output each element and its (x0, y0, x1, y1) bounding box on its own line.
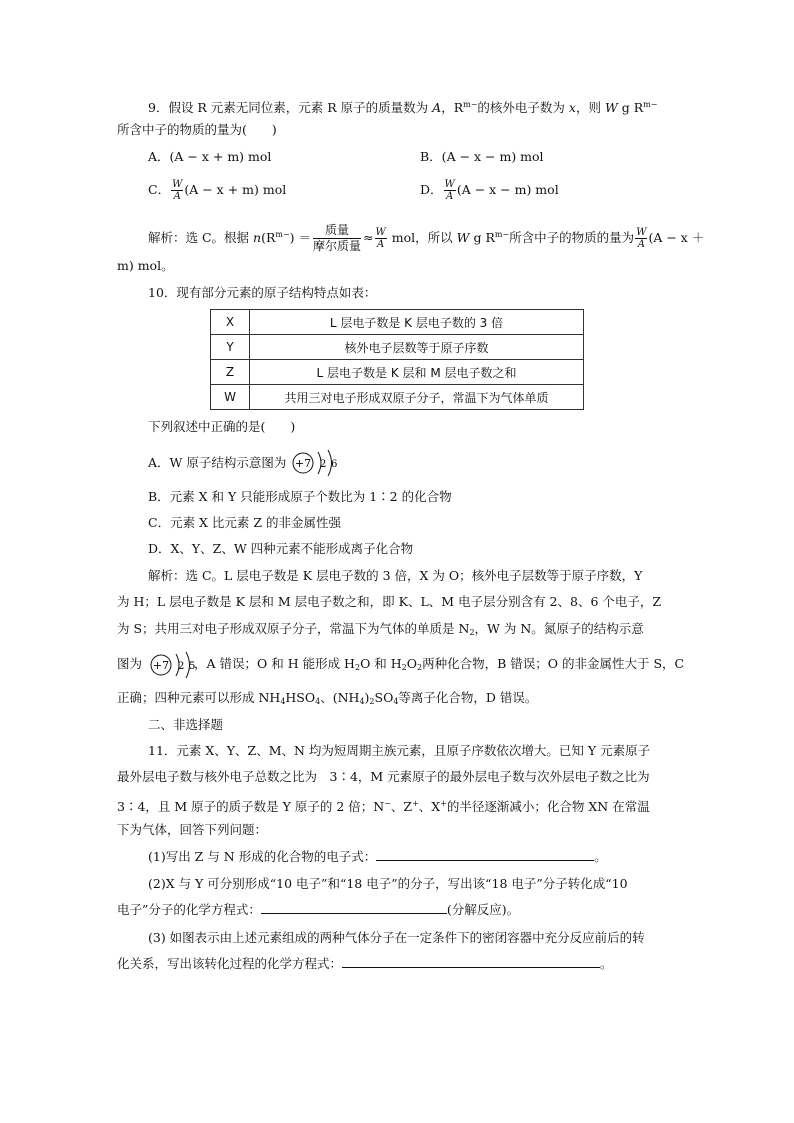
q9-option-b[interactable]: B．(A − x − m) mol (420, 149, 544, 164)
q10-solution-line1: 解析：选 C。L 层电子数是 K 层电子数的 3 倍，X 为 O；核外电子层数等于原子序数，Y (148, 568, 643, 583)
element-properties-table (210, 309, 584, 410)
q11-stem-line1: 11．元素 X、Y、Z、M、N 均为短周期主族元素，且原子序数依次增大。已知 Y 元素原子 (148, 743, 651, 758)
atom-structure-diagram (290, 448, 346, 478)
answer-blank[interactable] (261, 902, 447, 914)
q11-part3-line1: (3) 如图表示由上述元素组成的两种气体分子在一定条件下的密闭容器中充分反应前后的转 (148, 930, 645, 945)
fraction-mass-over-molar-mass: 质量 摩尔质量 (313, 223, 362, 253)
answer-blank[interactable] (342, 956, 600, 968)
q10-option-b[interactable]: B．元素 X 和 Y 只能形成原子个数比为 1∶2 的化合物 (148, 489, 452, 504)
q9-option-a[interactable]: A．(A − x + m) mol (148, 149, 272, 164)
q10-stem: 10．现有部分元素的原子结构特点如表： (148, 285, 377, 300)
q10-option-c[interactable]: C．元素 X 比元素 Z 的非金属性强 (148, 515, 342, 530)
shell-electrons: 6 (331, 459, 338, 470)
q9-option-d[interactable]: D． $\frac{W}{A}$ (A − x − m) mol (420, 179, 559, 202)
q10-prompt: 下列叙述中正确的是( ) (148, 419, 296, 434)
nucleus-charge: +7 (152, 659, 170, 672)
q11-stem-line2: 最外层电子数与核外电子总数之比为 3∶4，M 元素原子的最外层电子数与次外层电子数之比为 (117, 769, 650, 784)
nitrogen-atom-diagram (148, 650, 198, 680)
answer-blank[interactable] (376, 849, 594, 861)
table-row: X L 层电子数是 K 层电子数的 3 倍 (211, 310, 584, 335)
q9-solution-line1: 解析：选 C。根据 $n(R^{m-})$ ＝ 质量 摩尔质量 ≈ $\frac{W}{A}$ mol，所以 W g $R^{m-}$所含中子的物质的量为 $\frac{W}{A}$ (A − x ＋ (148, 223, 705, 253)
shell-electrons: 5 (189, 661, 196, 672)
q9-option-c[interactable]: C． $\frac{W}{A}$ (A − x + m) mol (148, 179, 287, 202)
q9-solution-line2: m) mol。 (117, 258, 174, 273)
fraction-w-over-a: $\frac{W}{A}$ (444, 179, 455, 202)
shell-electrons: 2 (178, 661, 185, 672)
q10-solution-line5: 正确；四种元素可以形成 $NH_4HSO_4$、$(NH_4)_2SO_4$等离子化合物，D 错误。 (117, 690, 538, 706)
q10-option-d[interactable]: D．X、Y、Z、W 四种元素不能形成离子化合物 (148, 541, 414, 556)
q9-stem-line2: 所含中子的物质的量为( ) (117, 122, 277, 137)
nucleus-charge: +7 (294, 457, 312, 470)
table-row: W 共用三对电子形成双原子分子，常温下为气体单质 (211, 385, 584, 410)
q11-part2-line1: (2)X 与 Y 可分别形成“10 电子”和“18 电子”的分子，写出该“18 电子”分子转化成“10 (148, 876, 628, 891)
q10-solution-line2: 为 H；L 层电子数是 K 层和 M 层电子数之和，即 K、L、M 电子层分别含有 2、8、6 个电子，Z (117, 594, 662, 609)
table-row: Z L 层电子数是 K 层和 M 层电子数之和 (211, 360, 584, 385)
q10-solution-line4: 图为 ，A 错误；O 和 H 能形成 $H_2O$ 和 $H_2O_2$两种化合物，B 错误；O 的非金属性大于 S，C (117, 656, 685, 672)
q11-part3-line2: 化关系，写出该转化过程的化学方程式： 。 (117, 956, 613, 971)
fraction-w-over-a: $\frac{W}{A}$ (172, 179, 183, 202)
q11-part2-line2: 电子”分子的化学方程式： (分解反应)。 (117, 902, 520, 917)
q10-solution-line3: 为 S；共用三对电子形成双原子分子，常温下为气体的单质是 $N_2$，W 为 N。氮原子的结构示意 (117, 621, 644, 637)
section-heading: 二、非选择题 (148, 717, 224, 732)
shell-electrons: 2 (320, 459, 327, 470)
table-row: Y 核外电子层数等于原子序数 (211, 335, 584, 360)
q10-option-a[interactable]: A．W 原子结构示意图为 (148, 455, 287, 470)
q11-part1: (1)写出 Z 与 N 形成的化合物的电子式： 。 (148, 849, 607, 864)
q11-stem-line3: 3∶4，且 M 原子的质子数是 Y 原子的 2 倍；N−、Z+、X+的半径逐渐减小；化合物 XN 在常温 (117, 799, 650, 814)
q11-stem-line4: 下为气体，回答下列问题： (117, 822, 268, 837)
q9-stem-line1: 9．假设 R 元素无同位素，元素 R 原子的质量数为 A，$R^{m-}$的核外电子数为 x，则 W g $R^{m-}$ (148, 100, 658, 115)
